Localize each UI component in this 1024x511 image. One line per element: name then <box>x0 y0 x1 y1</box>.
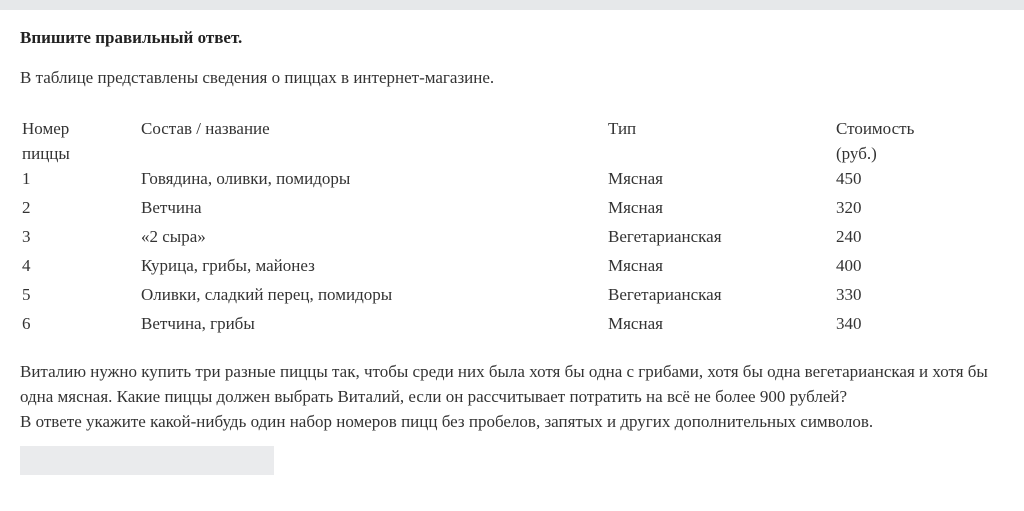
cell-price: 330 <box>836 285 862 304</box>
cell-type: Мясная <box>608 169 663 188</box>
pizza-table <box>20 116 996 340</box>
header-price <box>836 116 996 166</box>
cell-type: Мясная <box>608 256 663 275</box>
task-intro: В таблице представлены сведения о пиццах в интернет-магазине. <box>20 68 495 87</box>
header-number-line1: Номер <box>22 119 70 138</box>
top-bar <box>0 0 1024 10</box>
header-number <box>20 116 141 166</box>
table-header-row <box>20 116 996 166</box>
cell-composition: Курица, грибы, майонез <box>141 256 315 275</box>
task-content <box>20 27 1010 475</box>
cell-price: 450 <box>836 169 862 188</box>
table-row <box>20 253 996 282</box>
answer-input[interactable] <box>20 446 274 475</box>
cell-price: 340 <box>836 314 862 333</box>
cell-composition: Ветчина, грибы <box>141 314 255 333</box>
header-number-line2: пиццы <box>22 144 70 163</box>
question-condition: Виталию нужно купить три разные пиццы так, чтобы среди них была хотя бы одна с грибами, хотя бы одна вегетарианская и хотя бы одна мясная. Какие пиццы должен выбрать Виталий, если он рассчитывает потратить на всё не более 900 рублей? <box>20 362 988 406</box>
cell-type: Мясная <box>608 314 663 333</box>
cell-type: Вегетарианская <box>608 285 722 304</box>
cell-price: 240 <box>836 227 862 246</box>
task-instruction: Впишите правильный ответ. <box>20 28 243 47</box>
table-row <box>20 282 996 311</box>
cell-number: 6 <box>22 314 31 333</box>
task-question <box>20 359 1010 434</box>
cell-number: 5 <box>22 285 31 304</box>
cell-composition: Оливки, сладкий перец, помидоры <box>141 285 393 304</box>
cell-composition: Говядина, оливки, помидоры <box>141 169 351 188</box>
table-row <box>20 224 996 253</box>
cell-number: 1 <box>22 169 31 188</box>
header-type: Тип <box>608 119 637 138</box>
header-price-line1: Стоимость <box>836 119 915 138</box>
cell-price: 320 <box>836 198 862 217</box>
cell-number: 4 <box>22 256 31 275</box>
cell-type: Мясная <box>608 198 663 217</box>
cell-composition: «2 сыра» <box>141 227 206 246</box>
cell-composition: Ветчина <box>141 198 202 217</box>
cell-number: 3 <box>22 227 31 246</box>
table-row <box>20 166 996 195</box>
cell-price: 400 <box>836 256 862 275</box>
cell-number: 2 <box>22 198 31 217</box>
header-price-line2: (руб.) <box>836 144 877 163</box>
question-answer-format: В ответе укажите какой-нибудь один набор номеров пицц без пробелов, запятых и других дополнительных символов. <box>20 412 874 431</box>
header-composition: Состав / название <box>141 119 270 138</box>
cell-type: Вегетарианская <box>608 227 722 246</box>
table-row <box>20 311 996 340</box>
table-row <box>20 195 996 224</box>
